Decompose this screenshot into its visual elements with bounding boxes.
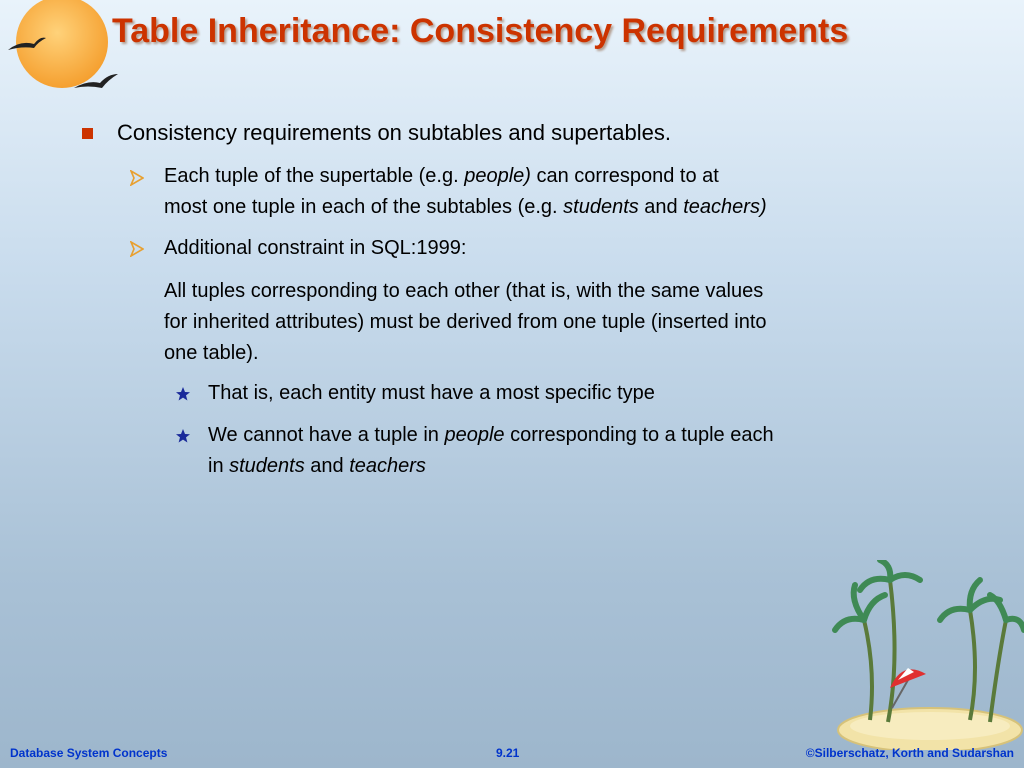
star-bullet-2: We cannot have a tuple in people corresponding to a tuple each in students and teachers [208, 424, 774, 477]
sun-birds-logo [0, 0, 130, 100]
bullet-level1: Consistency requirements on subtables and supertables. [117, 120, 671, 145]
star-bullet-icon [175, 386, 191, 402]
footer-page-number: 9.21 [496, 746, 520, 760]
sub-bullet-2: Additional constraint in SQL:1999: [164, 237, 467, 259]
constraint-paragraph: All tuples corresponding to each other (that is, with the same values for inherited attributes) must be derived from one tuple (inserted into one table). [164, 280, 767, 364]
palm-island-illustration [830, 560, 1024, 750]
arrow-bullet-icon [130, 241, 144, 257]
square-bullet-icon [82, 128, 93, 139]
footer-right: ©Silberschatz, Korth and Sudarshan [805, 746, 1014, 760]
star-bullet-1: That is, each entity must have a most specific type [208, 382, 655, 404]
sub-bullet-1: Each tuple of the supertable (e.g. people) can correspond to at most one tuple in each of the subtables (e.g. students and teachers) [164, 165, 767, 218]
slide-title: Table Inheritance: Consistency Requirements [112, 12, 849, 50]
star-bullet-icon [175, 428, 191, 444]
arrow-bullet-icon [130, 170, 144, 186]
footer-left: Database System Concepts [10, 746, 168, 760]
